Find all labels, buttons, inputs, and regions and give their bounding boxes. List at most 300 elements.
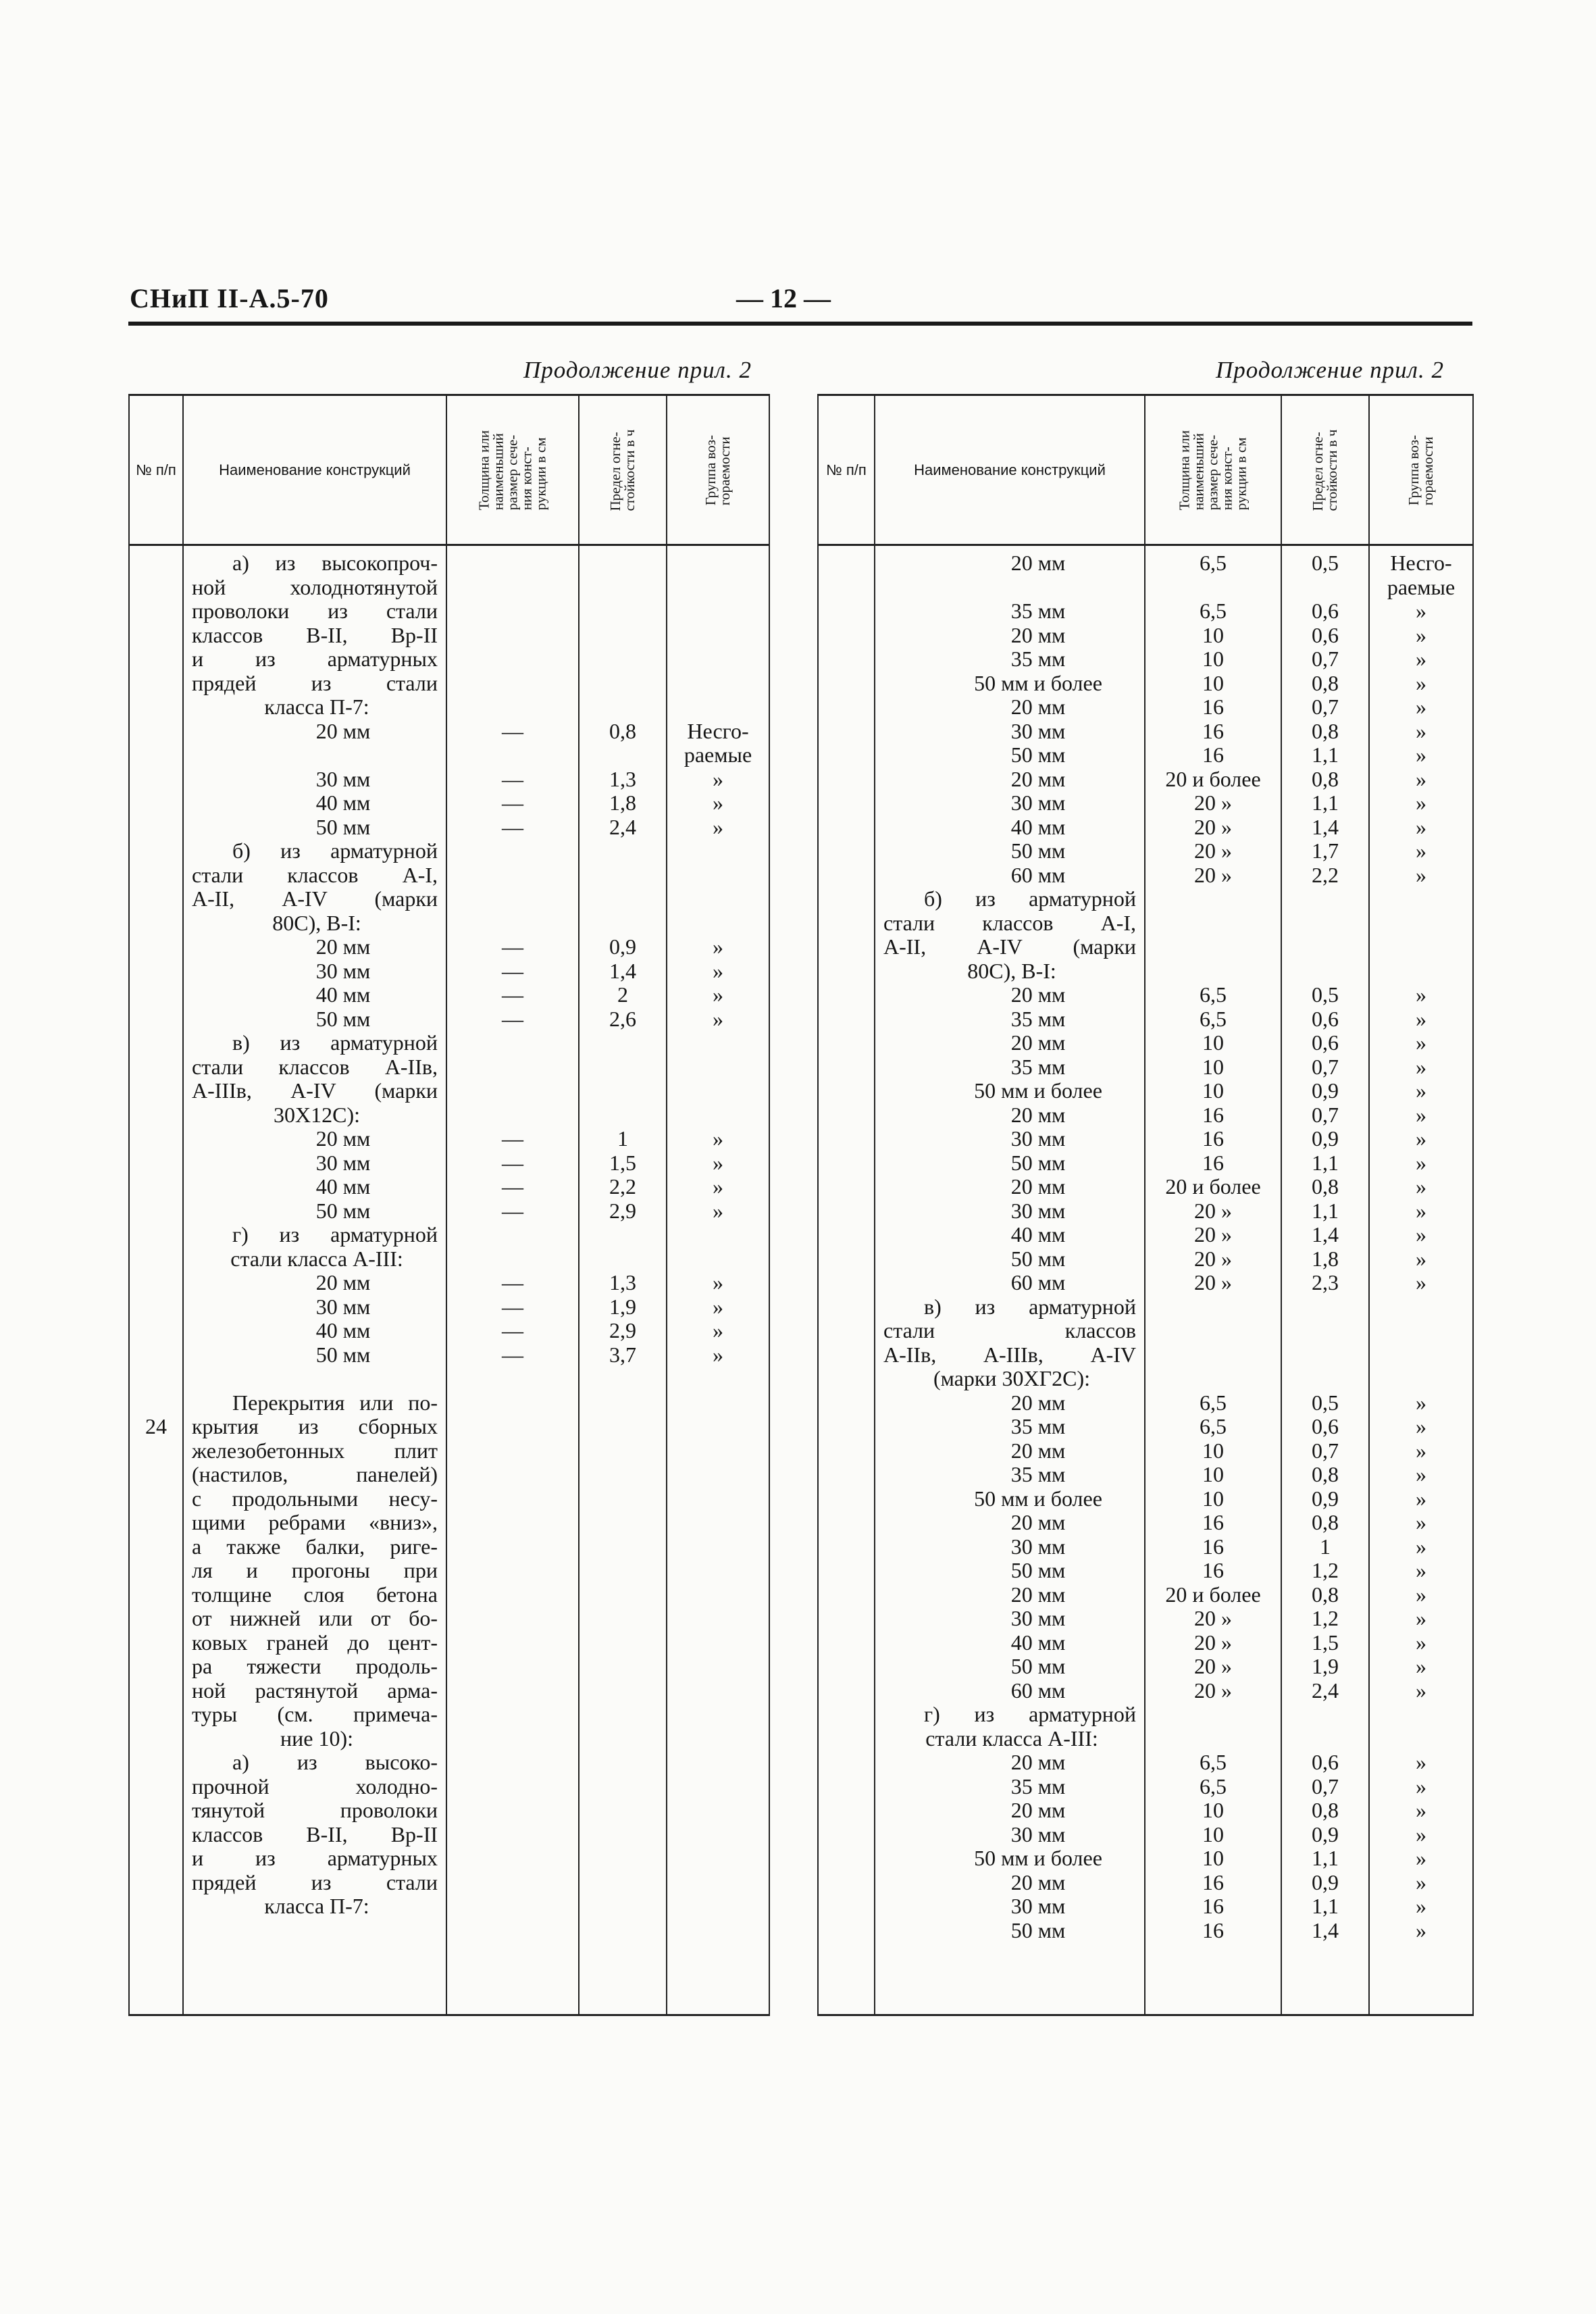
cell-line: 20 » [1194,838,1232,863]
cell-line [130,1223,182,1247]
cell-line: » [1416,718,1426,743]
cell-line: — [502,718,523,743]
cell-line: 1 [617,1126,628,1151]
cell-line [130,1151,182,1176]
cell-line [1370,1727,1472,1751]
cell-line [667,1055,769,1080]
cell-line [875,576,1140,600]
cell-line [1282,1727,1368,1751]
cell-line [580,887,666,911]
cell-line: 30 мм [1010,1126,1066,1151]
cell-line: » [1416,695,1426,719]
cell-line: » [1416,647,1426,671]
cell-line: 10 [1202,1798,1224,1822]
cell-line: 1,1 [1312,1846,1339,1870]
cell-line: » [1416,1198,1426,1223]
cell-line [667,672,769,696]
cell-line [580,551,666,576]
cell-line: » [713,1270,723,1294]
col-limit-header [579,395,667,545]
cell-line [667,624,769,648]
cell-line: стали классов А-IIв, [192,1054,438,1079]
header-text-line: рукции в см [532,436,549,510]
cell-line: 20 мм [1010,766,1066,791]
cell-line: 16 [1202,1558,1224,1582]
cell-line: 0,7 [1312,695,1339,719]
cell-line [1282,911,1368,936]
cell-line: 0,8 [1312,670,1339,695]
cell-line: » [1416,1270,1426,1294]
cell-line: 20 и более [1165,766,1261,791]
cell-line [447,743,578,768]
cell-line [130,1367,182,1391]
cell-line: » [1416,1534,1426,1559]
cell-line: 30 мм [1010,790,1066,815]
cell-line [130,911,182,936]
cell-line: 40 мм [1010,1630,1066,1655]
cell-line: 30 мм [315,958,371,983]
cell-line: 10 [1202,1438,1224,1463]
cell-line: 50 мм [1010,743,1066,767]
cell-line: » [1416,1390,1426,1415]
cell-line: » [1416,1438,1426,1463]
cell-line [580,1055,666,1080]
cell-line: проволоки из стали [192,599,438,623]
cell-line: с продольными несу- [192,1486,438,1511]
thickness-cell [446,545,579,2015]
cell-line: 20 » [1194,790,1232,815]
cell-line: и из арматурных [192,647,438,671]
cell-line: 50 мм и более [974,1846,1102,1870]
cell-line: 0,6 [1312,1414,1339,1438]
cell-line [1370,935,1472,959]
cell-line [184,1367,442,1391]
cell-line: » [713,766,723,791]
cell-line: 0,8 [1312,1174,1339,1199]
cell-line [1145,935,1281,959]
cell-line: » [713,1006,723,1031]
cell-line: 35 мм [1010,1006,1066,1031]
cell-line [1370,1343,1472,1367]
cell-line: » [713,1174,723,1199]
header-text-line: Группа воз- [702,434,719,505]
cell-line: от нижней или от бо- [192,1606,438,1630]
cell-line [667,1247,769,1272]
cell-line: » [1416,1174,1426,1199]
cell-line [447,1031,578,1055]
cell-line: 1 [1320,1534,1331,1559]
cell-line: — [502,1006,523,1031]
cell-line: 16 [1202,1534,1224,1559]
cell-line: 0,6 [1312,1006,1339,1031]
row-number-cell [129,545,183,2015]
cell-line: 16 [1202,743,1224,767]
combustibility-group-cell [667,545,769,2015]
cell-line: прядей из стали [192,670,438,695]
cell-line [580,672,666,696]
cell-line: 16 [1202,1917,1224,1942]
cell-line: 2,2 [609,1174,636,1199]
cell-line: 10 [1202,1054,1224,1079]
cell-line [667,599,769,624]
cell-line: » [1416,1246,1426,1271]
cell-line: 40 мм [315,1174,371,1199]
cell-line: Перекрытия или по- [232,1390,438,1415]
cell-line: 20 мм [1010,1798,1066,1822]
cell-line: 20 мм [1010,695,1066,719]
cell-line: 0,5 [1312,551,1339,575]
cell-line [580,599,666,624]
cell-line: 10 [1202,1486,1224,1511]
cell-line: 60 мм [1010,862,1066,887]
cell-line: 20 » [1194,1630,1232,1655]
cell-line: — [502,982,523,1007]
cell-line: А-IIIв, А-IV (марки [192,1078,438,1103]
cell-line [1145,887,1281,911]
cell-line: » [1416,1606,1426,1630]
cell-line: 20 » [1194,1198,1232,1223]
col-num-header: № п/п [129,395,183,545]
cell-line [447,839,578,863]
cell-line [130,1031,182,1055]
cell-line [130,1079,182,1103]
cell-line: 20 мм [1010,982,1066,1007]
cell-line: 16 [1202,1869,1224,1894]
cell-line: 20 мм [1010,1510,1066,1534]
cell-line: 0,7 [1312,1102,1339,1127]
cell-line: 30 мм [1010,1198,1066,1223]
col-group-header [667,395,769,545]
cell-line: — [502,1198,523,1223]
cell-line: » [1416,1126,1426,1151]
construction-name-cell [875,545,1145,2015]
cell-line: — [502,1126,523,1151]
cell-line: 20 мм [1010,1869,1066,1894]
cell-line [130,1391,182,1415]
cell-line [1145,1703,1281,1727]
cell-line [130,672,182,696]
cell-line: железобетонных плит [192,1438,438,1463]
cell-line: 0,9 [1312,1869,1339,1894]
cell-line: ной растянутой арма- [192,1678,438,1703]
cell-line: » [1416,1054,1426,1079]
cell-line: 35 мм [1010,1054,1066,1079]
header-text-line: ния конст- [1218,446,1235,510]
cell-line: ной холоднотянутой [192,574,438,599]
cell-line: 0,7 [1312,647,1339,671]
cell-line: — [502,766,523,791]
cell-line: » [1416,1798,1426,1822]
header-text-line: размер сече- [1204,434,1221,510]
cell-line: » [713,958,723,983]
cell-line [447,1223,578,1247]
cell-line: 6,5 [1200,1390,1227,1415]
col-group-header [1369,395,1473,545]
cell-line: » [1416,1750,1426,1774]
header-rule [128,322,1472,326]
cell-line [1145,1319,1281,1343]
cell-line [580,863,666,888]
col-name-header: Наименование конструкций [875,395,1145,545]
cell-line: стали класса А-III: [925,1726,1098,1751]
cell-line [130,695,182,720]
cell-line: » [1416,1414,1426,1438]
cell-line: 0,6 [1312,1030,1339,1055]
cell-line: 35 мм [1010,1414,1066,1438]
cell-line [1370,887,1472,911]
cell-line: толщине слоя бетона [192,1582,438,1607]
cell-line: 20 мм [315,1270,371,1294]
cell-line: 50 мм и более [974,670,1102,695]
cell-line: А-IIв, А-IIIв, А-IV [883,1342,1136,1367]
cell-line [130,887,182,911]
cell-line: 20 мм [1010,622,1066,647]
cell-line: » [713,1342,723,1367]
continuation-right: Продолжение прил. 2 [1216,357,1444,383]
cell-line: 16 [1202,1126,1224,1151]
cell-line: г) из арматурной [232,1222,438,1247]
cell-line [447,599,578,624]
cell-line [447,576,578,600]
cell-line: А-II, А-IV (марки [883,934,1136,959]
cell-line: Несго- [687,718,749,743]
cell-line: » [1416,1821,1426,1846]
cell-line: ля и прогоны при [192,1558,438,1582]
cell-line: 0,8 [1312,718,1339,743]
cell-line [1282,576,1368,600]
cell-line [1145,1727,1281,1751]
cell-line: 35 мм [1010,599,1066,623]
header-text-line: Предел огне- [1310,431,1326,511]
cell-line: 20 и более [1165,1174,1261,1199]
cell-line: » [1416,1654,1426,1678]
cell-line: а) из высоко- [232,1750,438,1774]
cell-line: 0,9 [1312,1486,1339,1511]
cell-line: 20 мм [1010,1174,1066,1199]
cell-line: 20 мм [1010,1030,1066,1055]
cell-line: 10 [1202,647,1224,671]
cell-line: ра тяжести продоль- [192,1654,438,1678]
document-code: СНиП II-А.5-70 [130,283,329,313]
cell-line [130,1103,182,1128]
cell-line: — [502,790,523,815]
cell-line: 30 мм [315,766,371,791]
cell-line: 0,7 [1312,1774,1339,1799]
table-row [818,545,1473,2015]
cell-line: 50 мм [315,1198,371,1223]
cell-line [130,576,182,600]
cell-line [580,1223,666,1247]
cell-line [447,647,578,672]
cell-line: 0,5 [1312,982,1339,1007]
cell-line: 30 мм [1010,1894,1066,1918]
cell-line: — [502,1174,523,1199]
cell-line [184,743,442,768]
cell-line: — [502,1318,523,1342]
cell-line: 1,1 [1312,1198,1339,1223]
cell-line: » [1416,1894,1426,1918]
cell-line: 30 мм [1010,1534,1066,1559]
cell-line: 20 и более [1165,1582,1261,1607]
header-text-line: наименьший [1190,432,1207,510]
cell-line: 2,9 [609,1198,636,1223]
cell-line: в) из арматурной [924,1294,1136,1319]
cell-line: 6,5 [1200,1774,1227,1799]
cell-line: а) из высокопроч- [232,551,438,575]
cell-line: 10 [1202,1846,1224,1870]
cell-line: ковых граней до цент- [192,1630,438,1655]
cell-line [1145,1295,1281,1319]
cell-line: 30 мм [315,1150,371,1175]
cell-line: — [502,958,523,983]
cell-line [130,1175,182,1199]
cell-line: 0,9 [1312,1078,1339,1103]
cell-line: 10 [1202,1821,1224,1846]
cell-line [130,983,182,1007]
cell-line: » [1416,1678,1426,1703]
cell-line: 0,6 [1312,599,1339,623]
cell-line: 2 [617,982,628,1007]
cell-line: 50 мм [315,1006,371,1031]
cell-line: » [1416,1150,1426,1175]
cell-line [1145,911,1281,936]
cell-line: » [1416,1030,1426,1055]
cell-line [130,791,182,815]
cell-line: 40 мм [315,1318,371,1342]
cell-line: » [713,1294,723,1319]
cell-line: 50 мм [1010,1558,1066,1582]
cell-line: 20 мм [1010,551,1066,575]
cell-line [667,863,769,888]
cell-line: 16 [1202,1894,1224,1918]
cell-line: 2,9 [609,1318,636,1342]
cell-line: раемые [1387,574,1456,599]
header-text-line: Группа воз- [1406,434,1422,505]
cell-line: 35 мм [1010,1774,1066,1799]
cell-line: 24 [145,1414,167,1438]
cell-line: 20 мм [1010,1582,1066,1607]
cell-line: 0,7 [1312,1054,1339,1079]
cell-line: (марки 30ХГ2С): [933,1366,1091,1390]
cell-line: 6,5 [1200,982,1227,1007]
cell-line: » [1416,599,1426,623]
cell-line: тянутой проволоки [192,1798,438,1822]
cell-line: 20 мм [1010,1438,1066,1463]
cell-line: » [1416,1102,1426,1127]
cell-line: » [1416,1869,1426,1894]
cell-line: 20 » [1194,862,1232,887]
cell-line: 0,7 [1312,1438,1339,1463]
cell-line: 50 мм и более [974,1486,1102,1511]
cell-line: — [502,934,523,959]
cell-line: в) из арматурной [232,1030,438,1055]
cell-line: 0,8 [1312,766,1339,791]
cell-line [580,911,666,936]
cell-line [447,695,578,720]
header-text-line: Толщина или [475,430,492,510]
table-right [817,394,1474,2016]
cell-line: » [1416,1774,1426,1799]
cell-line [580,647,666,672]
cell-line: » [713,1198,723,1223]
cell-line [130,959,182,984]
cell-line: 16 [1202,1102,1224,1127]
cell-line: 20 » [1194,1654,1232,1678]
cell-line: 20 мм [1010,1390,1066,1415]
cell-line [447,863,578,888]
cell-line: стали классов [883,1318,1136,1342]
cell-line [1282,1343,1368,1367]
cell-line: 20 мм [315,718,371,743]
cell-line [1282,1319,1368,1343]
cell-line [580,1031,666,1055]
cell-line: 1,4 [1312,814,1339,839]
cell-line: » [1416,1917,1426,1942]
cell-line: » [1416,814,1426,839]
cell-line [580,743,666,768]
cell-line: 2,6 [609,1006,636,1031]
cell-line [580,1103,666,1128]
cell-line: 2,4 [609,814,636,839]
cell-line: — [502,1342,523,1367]
cell-line: 0,8 [609,718,636,743]
cell-line [447,1079,578,1103]
cell-line: 1,4 [1312,1917,1339,1942]
cell-line: крытия из сборных [192,1414,438,1438]
cell-line: 1,2 [1312,1606,1339,1630]
cell-line: 0,9 [1312,1821,1339,1846]
cell-line: 0,5 [1312,1390,1339,1415]
cell-line: 1,8 [609,790,636,815]
cell-line [1145,959,1281,984]
cell-line [667,695,769,720]
construction-name-cell [183,545,446,2015]
cell-line: 50 мм [1010,1246,1066,1271]
cell-line [447,1055,578,1080]
cell-line [130,743,182,768]
cell-line: 50 мм и более [974,1078,1102,1103]
cell-line [667,1031,769,1055]
cell-line: Несго- [1390,551,1452,575]
combustibility-group-cell [1369,545,1473,2015]
cell-line: » [1416,838,1426,863]
cell-line [130,1343,182,1367]
cell-line [130,1199,182,1224]
cell-line: — [502,1294,523,1319]
cell-line [1370,959,1472,984]
cell-line: 30 мм [315,1294,371,1319]
cell-line: ние 10): [280,1726,353,1751]
cell-line: 60 мм [1010,1270,1066,1294]
cell-line: 1,5 [1312,1630,1339,1655]
cell-line [447,551,578,576]
cell-line [130,1271,182,1295]
cell-line [130,768,182,792]
cell-line: 2,2 [1312,862,1339,887]
thickness-cell [1145,545,1281,2015]
cell-line [667,839,769,863]
cell-line [1145,1343,1281,1367]
header-text-line: гораемости [717,436,733,505]
cell-line [1145,576,1281,600]
cell-line [667,1223,769,1247]
cell-line: 10 [1202,1030,1224,1055]
cell-line [130,1247,182,1272]
cell-line: 80С), В-I: [272,910,361,935]
cell-line: 20 мм [1010,1102,1066,1127]
cell-line: » [1416,1558,1426,1582]
cell-line: 50 мм [1010,1917,1066,1942]
